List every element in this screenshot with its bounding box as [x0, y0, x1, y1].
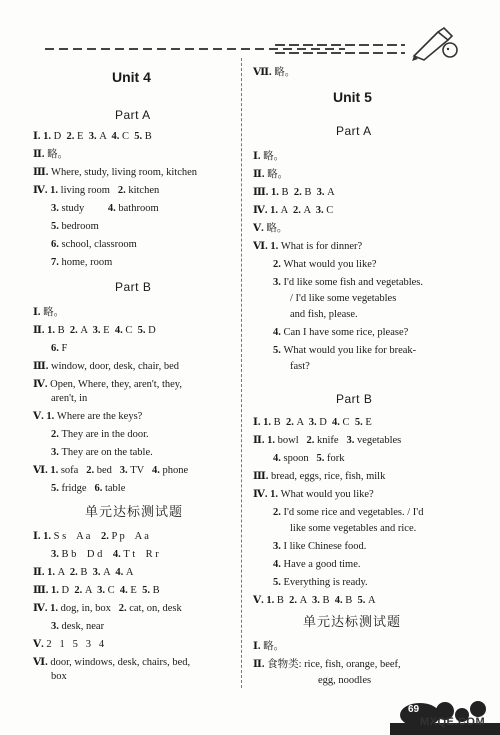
answer-text: and fish, please.: [290, 309, 358, 320]
part-heading: Part B: [336, 392, 373, 406]
answer-number: 2.: [66, 131, 78, 142]
answer-line: [33, 130, 152, 144]
answer-number: 6.: [51, 343, 62, 354]
answer-line: [51, 256, 112, 270]
answer-text: What would you like for break-: [283, 345, 417, 356]
answer-line: [33, 148, 68, 162]
answer-text: C: [125, 325, 138, 336]
answer-number: 3.: [97, 585, 108, 596]
answer-text: Where are the keys?: [56, 411, 143, 422]
answer-number: Ⅰ.: [253, 151, 264, 162]
answer-number: 4.: [115, 567, 126, 578]
answer-text: C: [107, 585, 120, 596]
answer-text: spoon: [283, 453, 317, 464]
answer-line: [253, 66, 295, 80]
answer-text: I'd like some fish and vegetables.: [283, 277, 424, 288]
answer-text: F: [61, 343, 68, 354]
answer-number: 3.: [92, 567, 104, 578]
answer-line: [318, 674, 371, 688]
answer-text: B: [152, 585, 160, 596]
answer-number: Ⅳ. 1.: [33, 603, 61, 614]
answer-number: 3.: [316, 187, 328, 198]
answer-number: 5.: [316, 453, 327, 464]
column-divider: [241, 58, 242, 688]
answer-line: [273, 276, 423, 290]
answer-line: [33, 602, 182, 616]
answer-number: 2.: [69, 567, 81, 578]
answer-number: 3.: [308, 417, 320, 428]
answer-number: Ⅰ. 1.: [33, 531, 54, 542]
answer-line: [273, 506, 423, 520]
answer-number: 3.: [51, 447, 62, 458]
answer-number: 6.: [51, 239, 62, 250]
answer-line: [33, 584, 160, 598]
answer-number: 3.: [51, 621, 62, 632]
answer-line: [253, 488, 374, 502]
answer-text: A: [296, 417, 309, 428]
answer-line: [253, 186, 335, 200]
answer-line: [33, 566, 134, 580]
answer-text: table: [104, 483, 126, 494]
answer-text: / I'd like some vegetables: [290, 293, 397, 304]
answer-line: [33, 530, 149, 544]
answer-number: 5.: [142, 585, 153, 596]
answer-number: Ⅴ. 1.: [33, 411, 57, 422]
part-heading: Part B: [115, 280, 152, 294]
answer-line: [273, 540, 366, 554]
answer-line: [51, 482, 125, 496]
answer-text: 略。: [263, 151, 285, 162]
answer-number: Ⅱ.: [253, 659, 268, 670]
part-heading: Part A: [336, 124, 372, 138]
answer-text: kitchen: [128, 185, 160, 196]
answer-text: A: [103, 567, 116, 578]
cartoon-pencil-icon: [410, 26, 462, 62]
unit-heading: Unit 4: [112, 69, 151, 85]
answer-number: 7.: [51, 257, 62, 268]
answer-text: bread, eggs, rice, fish, milk: [271, 471, 386, 482]
answer-number: 2.: [69, 325, 81, 336]
answer-text: T t R r: [123, 549, 159, 560]
answer-number: 4.: [119, 585, 131, 596]
answer-text: I'd some rice and vegetables. / I'd: [283, 507, 424, 518]
answer-line: [33, 638, 104, 652]
answer-text: phone: [162, 465, 189, 476]
answer-line: [33, 184, 159, 198]
answer-text: cat, on, desk: [129, 603, 182, 614]
answer-text: box: [51, 671, 67, 682]
answer-number: Ⅰ. 1.: [33, 131, 54, 142]
answer-text: D: [148, 325, 156, 336]
answer-line: [51, 238, 137, 252]
answer-line: [290, 308, 358, 322]
answer-text: D: [61, 585, 75, 596]
answer-text: E: [130, 585, 143, 596]
answer-line: [51, 202, 159, 216]
answer-text: 略。: [43, 307, 65, 318]
answer-number: 4.: [273, 453, 284, 464]
answer-text: C: [121, 131, 135, 142]
test-section-heading: 单元达标测试题: [303, 615, 402, 630]
answer-number: Ⅶ.: [253, 67, 275, 78]
answer-text: C: [342, 417, 355, 428]
answer-number: 4.: [334, 595, 346, 606]
answer-number: Ⅱ. 1.: [253, 435, 278, 446]
answer-line: [253, 150, 284, 164]
answer-line: [33, 324, 156, 338]
answer-text: B: [322, 595, 335, 606]
answer-text: A: [367, 595, 376, 606]
answer-number: 4.: [151, 465, 163, 476]
answer-number: Ⅴ. 1.: [253, 595, 277, 606]
answer-text: What would you like?: [283, 259, 377, 270]
answer-line: [51, 620, 104, 634]
answer-number: Ⅱ. 1.: [33, 325, 58, 336]
answer-number: Ⅴ.: [33, 639, 47, 650]
answer-number: 2.: [289, 595, 300, 606]
answer-text: A: [84, 585, 98, 596]
answer-line: [33, 464, 188, 478]
answer-text: A: [125, 567, 134, 578]
answer-text: They are in the door.: [61, 429, 149, 440]
header-dash-decoration: [45, 38, 410, 56]
answer-number: 4.: [112, 549, 124, 560]
answer-text: aren't, in: [51, 393, 88, 404]
answer-text: They are on the table.: [61, 447, 153, 458]
answer-text: Open, Where, they, aren't, they,: [50, 379, 182, 390]
answer-line: [253, 594, 376, 608]
answer-number: 3.: [88, 131, 100, 142]
answer-text: 略。: [263, 641, 285, 652]
answer-text: egg, noodles: [318, 675, 372, 686]
answer-text: B: [276, 595, 290, 606]
answer-text: Where, study, living room, kitchen: [51, 167, 198, 178]
test-section-heading: 单元达标测试题: [85, 505, 184, 520]
answer-line: [253, 434, 401, 448]
answer-text: I like Chinese food.: [283, 541, 367, 552]
answer-number: 5.: [357, 595, 368, 606]
answer-text: 略。: [267, 169, 289, 180]
answer-line: [253, 640, 284, 654]
answer-text: door, windows, desk, chairs, bed,: [50, 657, 191, 668]
answer-line: [51, 428, 149, 442]
answer-number: 2.: [273, 507, 284, 518]
answer-line: [51, 446, 153, 460]
answer-text: A: [327, 187, 335, 198]
answer-text: C: [326, 205, 334, 216]
part-heading: Part A: [115, 108, 151, 122]
answer-number: 5.: [134, 131, 145, 142]
answer-line: [33, 166, 197, 180]
answer-text: A: [99, 131, 112, 142]
answer-text: B: [281, 187, 294, 198]
answer-number: 3.: [315, 205, 327, 216]
answer-number: 4.: [107, 203, 119, 214]
answer-number: Ⅴ.: [253, 223, 267, 234]
answer-number: 5.: [51, 221, 62, 232]
answer-line: [33, 410, 142, 424]
answer-text: B: [273, 417, 286, 428]
page-number: 69: [408, 704, 420, 715]
answer-text: B: [345, 595, 358, 606]
answer-number: Ⅲ. 1.: [33, 585, 62, 596]
answer-line: [33, 306, 64, 320]
answer-text: sofa: [60, 465, 87, 476]
answer-number: Ⅵ. 1.: [33, 465, 61, 476]
answer-number: 3.: [346, 435, 357, 446]
answer-line: [290, 292, 396, 306]
answer-line: [33, 656, 190, 670]
answer-text: E: [77, 131, 89, 142]
answer-text: 2 1 5 3 4: [46, 639, 105, 650]
answer-number: Ⅰ. 1.: [253, 417, 274, 428]
answer-text: B: [144, 131, 152, 142]
answer-line: [290, 360, 310, 374]
answer-number: Ⅳ. 1.: [33, 185, 61, 196]
answer-text: vegetables: [356, 435, 402, 446]
answer-number: 2.: [100, 531, 112, 542]
answer-line: [253, 222, 287, 236]
answer-line: [273, 344, 416, 358]
answer-text: What is for dinner?: [280, 241, 363, 252]
answer-text: TV: [130, 465, 152, 476]
answer-text: B b D d: [61, 549, 113, 560]
answer-text: window, door, desk, chair, bed: [51, 361, 179, 372]
answer-number: 2.: [273, 259, 284, 270]
answer-text: bathroom: [118, 203, 159, 214]
answer-text: A: [57, 567, 70, 578]
answer-line: [273, 326, 408, 340]
answer-text: bed: [96, 465, 120, 476]
answer-line: [51, 220, 99, 234]
answer-number: Ⅲ.: [33, 167, 52, 178]
answer-text: study: [61, 203, 108, 214]
answer-text: D: [319, 417, 333, 428]
answer-line: [253, 470, 385, 484]
answer-text: school, classroom: [61, 239, 137, 250]
answer-text: like some vegetables and rice.: [290, 523, 417, 534]
answer-number: 5.: [137, 325, 149, 336]
answer-text: knife: [316, 435, 347, 446]
answer-line: [253, 240, 362, 254]
answer-number: 3.: [273, 541, 284, 552]
answer-line: [253, 204, 333, 218]
answer-text: 略。: [47, 149, 69, 160]
answer-number: 4.: [114, 325, 126, 336]
answer-text: E: [103, 325, 115, 336]
answer-text: A: [280, 205, 293, 216]
answer-number: 2.: [292, 205, 304, 216]
answer-text: D: [53, 131, 67, 142]
answer-line: [33, 360, 179, 374]
answer-text: 略。: [266, 223, 288, 234]
answer-number: Ⅱ.: [33, 149, 48, 160]
answer-number: 2.: [118, 603, 130, 614]
answer-line: [33, 378, 182, 392]
answer-number: 2.: [306, 435, 317, 446]
answer-number: Ⅲ.: [33, 361, 52, 372]
answer-number: 5.: [273, 577, 284, 588]
answer-number: Ⅳ. 1.: [253, 205, 281, 216]
answer-text: Can I have some rice, please?: [283, 327, 409, 338]
answer-number: Ⅳ.: [33, 379, 51, 390]
answer-number: 5.: [273, 345, 284, 356]
answer-text: dog, in, box: [60, 603, 119, 614]
answer-text: B: [80, 567, 93, 578]
answer-number: 2.: [117, 185, 129, 196]
answer-number: 2.: [293, 187, 305, 198]
answer-text: home, room: [61, 257, 113, 268]
answer-text: fast?: [290, 361, 310, 372]
answer-text: What would you like?: [280, 489, 374, 500]
answer-number: Ⅰ.: [253, 641, 264, 652]
answer-number: Ⅳ. 1.: [253, 489, 281, 500]
answer-number: 4.: [332, 417, 343, 428]
answer-line: [290, 522, 416, 536]
answer-text: A: [303, 205, 316, 216]
answer-number: 2.: [285, 417, 297, 428]
answer-text: B: [57, 325, 70, 336]
answer-line: [253, 168, 288, 182]
answer-number: Ⅰ.: [33, 307, 44, 318]
answer-text: S s A a: [53, 531, 101, 542]
answer-line: [51, 670, 67, 684]
answer-text: fork: [326, 453, 345, 464]
answer-text: 食物类: rice, fish, orange, beef,: [267, 659, 401, 670]
answer-text: Have a good time.: [283, 559, 361, 570]
answer-number: 3.: [273, 277, 284, 288]
answer-number: Ⅱ. 1.: [33, 567, 58, 578]
answer-line: [273, 452, 344, 466]
answer-number: 2.: [74, 585, 85, 596]
answer-number: 2.: [51, 429, 62, 440]
answer-line: [273, 558, 360, 572]
answer-text: B: [304, 187, 317, 198]
answer-line: [253, 416, 372, 430]
answer-number: 3.: [311, 595, 323, 606]
answer-number: 3.: [51, 549, 62, 560]
answer-text: A: [80, 325, 93, 336]
unit-heading: Unit 5: [333, 89, 372, 105]
answer-number: Ⅵ. 1.: [253, 241, 281, 252]
answer-text: bedroom: [61, 221, 99, 232]
watermark: MXQE.COM: [420, 716, 486, 728]
answer-number: 5.: [51, 483, 62, 494]
answer-text: P p A a: [111, 531, 149, 542]
answer-line: [51, 342, 67, 356]
answer-text: E: [365, 417, 372, 428]
answer-number: 3.: [51, 203, 62, 214]
answer-number: 3.: [92, 325, 104, 336]
answer-text: Everything is ready.: [283, 577, 368, 588]
answer-line: [253, 658, 401, 672]
answer-line: [51, 392, 87, 406]
answer-text: desk, near: [61, 621, 105, 632]
answer-number: 6.: [94, 483, 105, 494]
answer-line: [273, 576, 368, 590]
answer-number: Ⅵ.: [33, 657, 51, 668]
answer-text: A: [299, 595, 312, 606]
answer-line: [51, 548, 159, 562]
answer-number: Ⅲ.: [253, 471, 272, 482]
answer-number: 3.: [119, 465, 131, 476]
answer-number: 4.: [273, 327, 284, 338]
answer-line: [273, 258, 377, 272]
answer-text: 略。: [274, 67, 296, 78]
answer-number: Ⅲ. 1.: [253, 187, 282, 198]
answer-text: fridge: [61, 483, 95, 494]
answer-number: Ⅱ.: [253, 169, 268, 180]
answer-number: 4.: [273, 559, 284, 570]
answer-number: 2.: [86, 465, 97, 476]
answer-text: living room: [60, 185, 118, 196]
answer-number: 4.: [111, 131, 122, 142]
answer-text: bowl: [277, 435, 307, 446]
answer-number: 5.: [354, 417, 366, 428]
